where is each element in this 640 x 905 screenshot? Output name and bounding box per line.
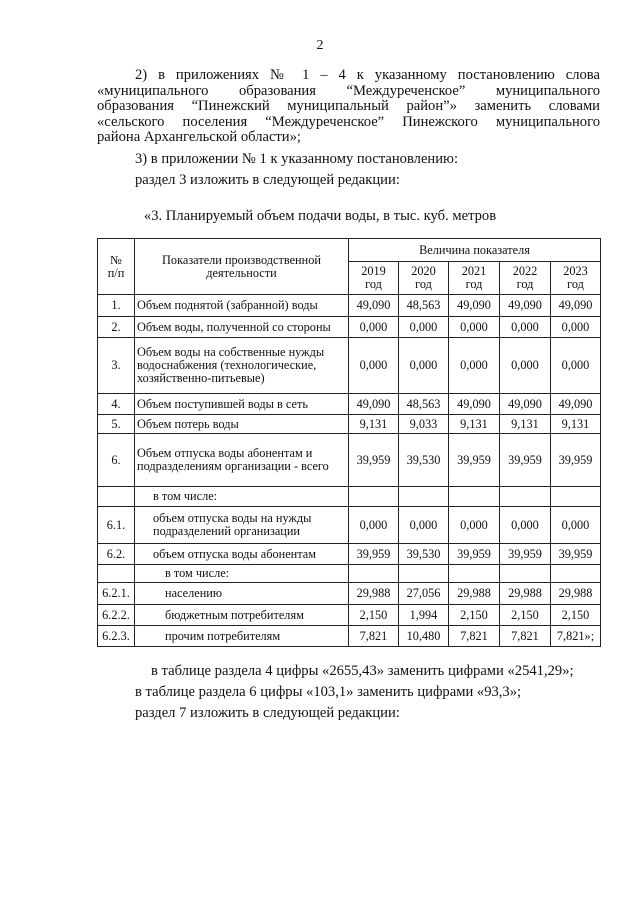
- value-cell: 48,563: [399, 394, 449, 415]
- paragraph-2: [97, 68, 600, 146]
- value-cell: 0,000: [449, 338, 500, 394]
- value-cell: 39,959: [349, 434, 399, 487]
- table-row: [98, 583, 601, 605]
- indicator-name-cell: Объем воды, полученной со стороны: [135, 317, 349, 338]
- column-header-year: 2019 год: [349, 262, 399, 295]
- water-supply-table: [97, 238, 601, 647]
- value-cell: 0,000: [500, 507, 551, 544]
- value-cell: 49,090: [349, 295, 399, 317]
- table-row: [98, 338, 601, 394]
- value-cell: 39,530: [399, 434, 449, 487]
- paragraph-3-b: раздел 3 изложить в следующей редакции:: [135, 172, 400, 188]
- value-cell: 39,959: [551, 544, 601, 565]
- value-cell: 10,480: [399, 626, 449, 647]
- value-cell: [500, 565, 551, 583]
- row-number-cell: 4.: [98, 394, 135, 415]
- value-cell: 0,000: [399, 317, 449, 338]
- table-row: [98, 434, 601, 487]
- column-header-value-group: Величина показателя: [349, 239, 601, 262]
- table-row: [98, 507, 601, 544]
- value-cell: 0,000: [551, 507, 601, 544]
- paragraph-2-line-1: 2) в приложениях № 1 – 4 к указанному постановлению слова: [135, 67, 600, 83]
- row-number-cell: 1.: [98, 295, 135, 317]
- row-number-cell: 6.2.1.: [98, 583, 135, 605]
- value-cell: 0,000: [449, 317, 500, 338]
- table-title: «3. Планируемый объем подачи воды, в тыс. куб. метров: [143, 208, 497, 224]
- column-header-indicator: Показатели производственной деятельности: [135, 239, 349, 295]
- value-cell: 49,090: [500, 394, 551, 415]
- indicator-name-cell: Объем поступившей воды в сеть: [135, 394, 349, 415]
- value-cell: 1,994: [399, 605, 449, 626]
- value-cell: 0,000: [399, 338, 449, 394]
- value-cell: 39,959: [349, 544, 399, 565]
- row-number-cell: 6.2.3.: [98, 626, 135, 647]
- value-cell: 39,959: [449, 434, 500, 487]
- value-cell: 49,090: [349, 394, 399, 415]
- value-cell: [399, 565, 449, 583]
- value-cell: 7,821: [349, 626, 399, 647]
- value-cell: 39,530: [399, 544, 449, 565]
- value-cell: 0,000: [500, 317, 551, 338]
- indicator-name-cell: объем отпуска воды абонентам: [135, 544, 349, 565]
- row-number-cell: [98, 565, 135, 583]
- indicator-name-cell: населению: [135, 583, 349, 605]
- value-cell: 0,000: [551, 338, 601, 394]
- value-cell: 9,033: [399, 415, 449, 434]
- value-cell: 29,988: [349, 583, 399, 605]
- value-cell: 2,150: [449, 605, 500, 626]
- value-cell: 2,150: [349, 605, 399, 626]
- column-header-number: № п/п: [98, 239, 135, 295]
- value-cell: 7,821»;: [551, 626, 601, 647]
- value-cell: [449, 487, 500, 507]
- table-row: [98, 487, 601, 507]
- indicator-name-cell: Объем воды на собственные нужды водоснабжения (технологические, хозяйственно-питьевые): [135, 338, 349, 394]
- value-cell: 7,821: [449, 626, 500, 647]
- value-cell: 0,000: [449, 507, 500, 544]
- value-cell: 9,131: [349, 415, 399, 434]
- value-cell: 0,000: [349, 507, 399, 544]
- column-header-year: 2020 год: [399, 262, 449, 295]
- row-number-cell: 5.: [98, 415, 135, 434]
- indicator-name-cell: бюджетным потребителям: [135, 605, 349, 626]
- paragraph-2-line-4: «сельского поселения “Междуреченское” Пинежского муниципального: [97, 113, 600, 130]
- column-header-year: 2021 год: [449, 262, 500, 295]
- indicator-name-cell: прочим потребителям: [135, 626, 349, 647]
- page-number: 2: [316, 38, 324, 53]
- row-number-cell: [98, 487, 135, 507]
- row-number-cell: 6.1.: [98, 507, 135, 544]
- indicator-name-cell: объем отпуска воды на нужды подразделений организации: [135, 507, 349, 544]
- value-cell: 0,000: [500, 338, 551, 394]
- value-cell: [500, 487, 551, 507]
- value-cell: 9,131: [449, 415, 500, 434]
- row-number-cell: 6.: [98, 434, 135, 487]
- value-cell: 2,150: [551, 605, 601, 626]
- value-cell: 29,988: [500, 583, 551, 605]
- instruction-line-3: раздел 7 изложить в следующей редакции:: [135, 705, 400, 721]
- row-number-cell: 6.2.2.: [98, 605, 135, 626]
- table-row: [98, 565, 601, 583]
- value-cell: 39,959: [551, 434, 601, 487]
- value-cell: 0,000: [349, 317, 399, 338]
- value-cell: [399, 487, 449, 507]
- value-cell: 9,131: [551, 415, 601, 434]
- indicator-name-cell: Объем отпуска воды абонентам и подразделениям организации - всего: [135, 434, 349, 487]
- table-row: [98, 544, 601, 565]
- indicator-name-cell: Объем поднятой (забранной) воды: [135, 295, 349, 317]
- value-cell: 49,090: [500, 295, 551, 317]
- table-header-row: [98, 239, 601, 262]
- table-row: [98, 605, 601, 626]
- table-row: [98, 415, 601, 434]
- table-row: [98, 626, 601, 647]
- value-cell: 48,563: [399, 295, 449, 317]
- value-cell: 0,000: [551, 317, 601, 338]
- value-cell: 2,150: [500, 605, 551, 626]
- value-cell: [349, 565, 399, 583]
- value-cell: 29,988: [449, 583, 500, 605]
- column-header-year: 2022 год: [500, 262, 551, 295]
- value-cell: 27,056: [399, 583, 449, 605]
- table-row: [98, 317, 601, 338]
- value-cell: 29,988: [551, 583, 601, 605]
- value-cell: 9,131: [500, 415, 551, 434]
- value-cell: [349, 487, 399, 507]
- value-cell: [551, 565, 601, 583]
- value-cell: 39,959: [500, 544, 551, 565]
- column-header-year: 2023 год: [551, 262, 601, 295]
- row-number-cell: 2.: [98, 317, 135, 338]
- indicator-name-cell: в том числе:: [135, 565, 349, 583]
- row-number-cell: 3.: [98, 338, 135, 394]
- value-cell: 7,821: [500, 626, 551, 647]
- table-row: [98, 295, 601, 317]
- paragraph-2-line-5: района Архангельской области»;: [97, 129, 301, 146]
- value-cell: [551, 487, 601, 507]
- indicator-name-cell: Объем потерь воды: [135, 415, 349, 434]
- paragraph-3: 3) в приложении № 1 к указанному постановлению:: [135, 151, 459, 167]
- value-cell: 49,090: [551, 394, 601, 415]
- instruction-line-2: в таблице раздела 6 цифры «103,1» заменить цифрами «93,3»;: [135, 684, 522, 700]
- value-cell: 49,090: [449, 295, 500, 317]
- value-cell: 0,000: [399, 507, 449, 544]
- row-number-cell: 6.2.: [98, 544, 135, 565]
- indicator-name-cell: в том числе:: [135, 487, 349, 507]
- value-cell: 0,000: [349, 338, 399, 394]
- paragraph-2-line-3: образования “Пинежский муниципальный район”» заменить словами: [97, 98, 600, 115]
- value-cell: 49,090: [551, 295, 601, 317]
- table-row: [98, 394, 601, 415]
- value-cell: [449, 565, 500, 583]
- value-cell: 39,959: [500, 434, 551, 487]
- value-cell: 39,959: [449, 544, 500, 565]
- value-cell: 49,090: [449, 394, 500, 415]
- paragraph-2-line-2: «муниципального образования “Междуреченское” муниципального: [97, 82, 600, 99]
- instruction-line-1: в таблице раздела 4 цифры «2655,43» заменить цифрами «2541,29»;: [151, 663, 574, 679]
